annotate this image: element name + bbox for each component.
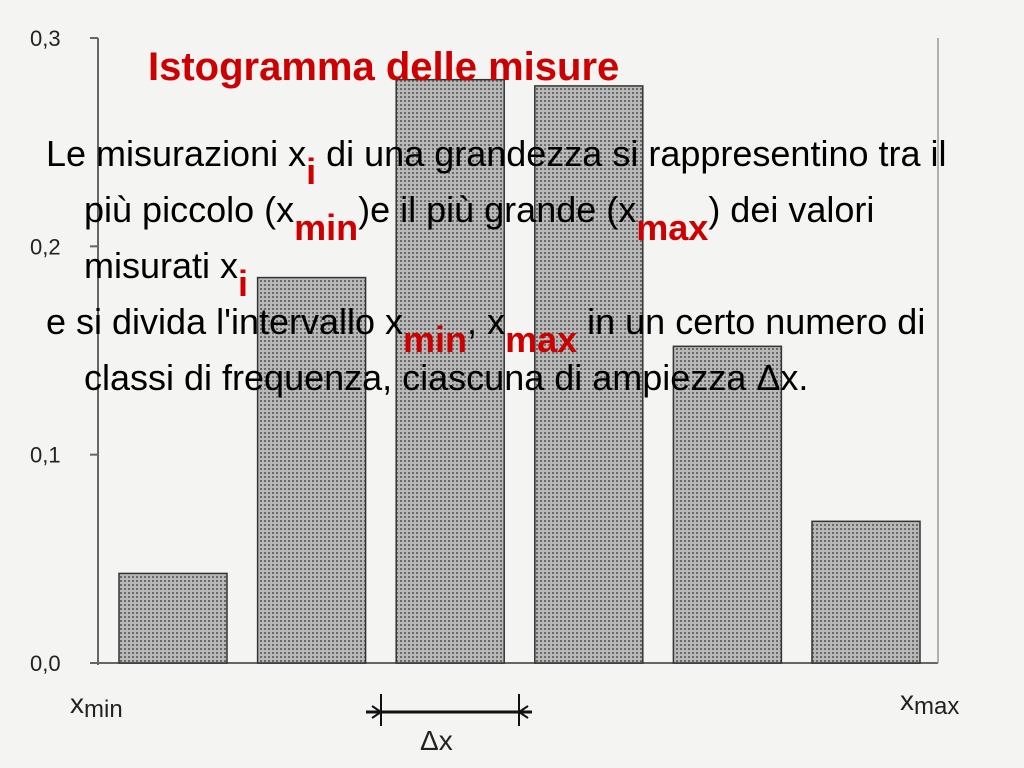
paragraph-1 — [46, 126, 976, 304]
histogram-bar — [812, 521, 920, 663]
text: ) dei valori misurati x — [84, 189, 875, 286]
subscript-max: max — [636, 207, 709, 248]
subscript-i: i — [238, 263, 249, 304]
x-subscript: min — [84, 696, 123, 723]
histogram-bar — [119, 573, 227, 663]
text: di una grandezza si rappresentino tra il più piccolo (x — [84, 133, 947, 230]
x-symbol: x — [70, 688, 84, 719]
text: )e il più grande (x — [358, 189, 637, 230]
subscript-max: max — [505, 319, 578, 360]
x-symbol: x — [900, 685, 914, 716]
y-tick-label: 0,3 — [30, 26, 61, 51]
delta-x-label: Δx — [420, 725, 453, 756]
slide-body — [46, 126, 976, 406]
y-tick-label: 0,0 — [30, 651, 61, 676]
x-max-label — [900, 685, 959, 720]
text: , x — [467, 301, 506, 342]
delta-x-interval-marker — [366, 694, 532, 726]
y-tick-label: 0,1 — [30, 442, 61, 468]
y-tick-label: 0,2 — [30, 234, 61, 260]
text: e si divida l'intervallo x — [46, 301, 404, 342]
x-min-label — [70, 688, 123, 723]
paragraph-2 — [46, 294, 976, 406]
subscript-min: min — [294, 207, 359, 248]
subscript-min: min — [403, 319, 468, 360]
text: Le misurazioni x — [46, 133, 307, 174]
slide-title: Istogramma delle misure — [148, 45, 620, 89]
subscript-i: i — [306, 151, 317, 192]
x-subscript: max — [914, 693, 960, 720]
text: in un certo numero di classi di frequenza, ciascuna di ampiezza Δx. — [84, 301, 926, 398]
